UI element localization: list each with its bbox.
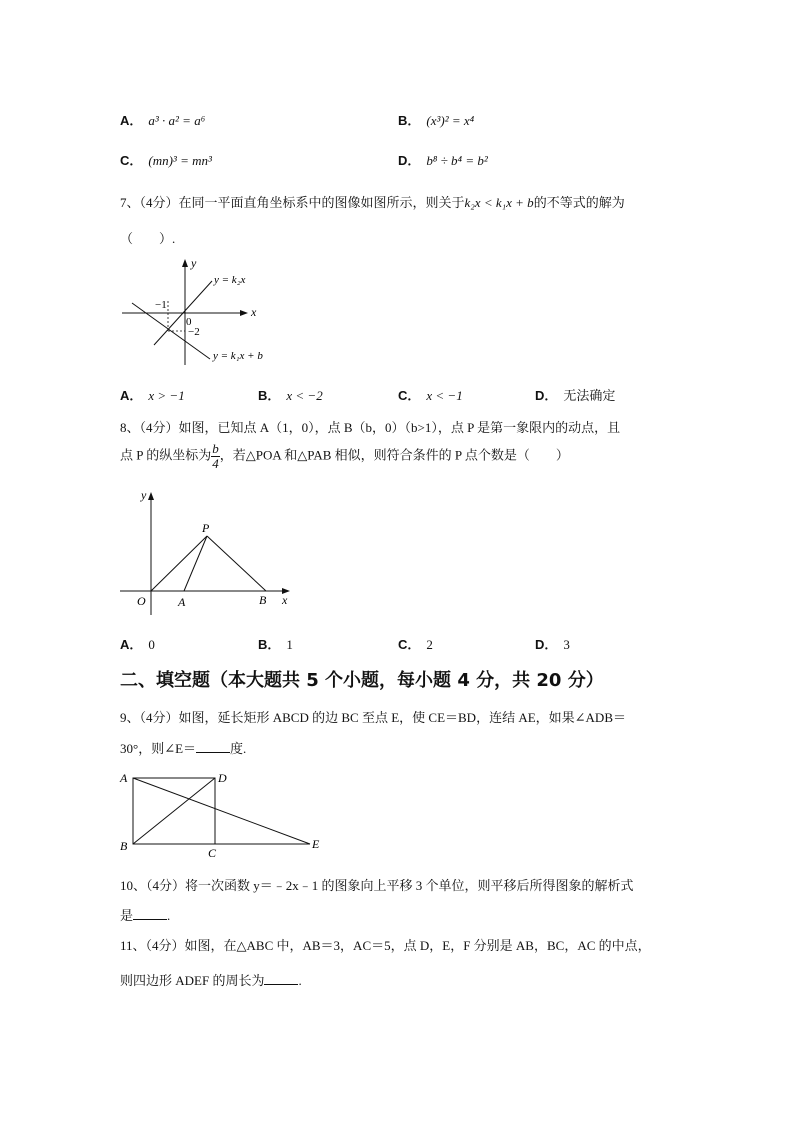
q7-stem [120,192,625,211]
q10-line2-before: 是 [120,908,134,923]
q7-inequality: k₂x < k₁x + b [464,195,534,210]
option-label: D． [535,388,558,403]
q7-option-a [120,385,185,404]
option-expr: x < −2 [286,388,323,403]
origin-label: 0 [186,316,192,328]
option-label: B． [398,113,421,128]
y-axis-arrow [148,492,154,500]
q11-line2-before: 则四边形 ADEF 的周长为 [120,973,265,988]
answer-blank [264,972,298,985]
label-x: x [282,593,288,607]
tick-neg2: −2 [188,326,200,338]
q9-line2-before: 30°，则∠E＝ [120,741,197,756]
y-axis-arrow [182,259,188,267]
q8-line2 [120,442,569,471]
q6-option-d [398,150,488,169]
option-expr: 无法确定 [563,388,616,403]
q7-stem-before: 7、（4分）在同一平面直角坐标系中的图像如图所示，则关于 [120,195,465,210]
option-label: A． [120,388,143,403]
answer-blank [196,740,230,753]
q8-line2-before: 点 P 的纵坐标为 [120,447,212,463]
q10-line2-after: . [167,908,171,923]
label-a: A [178,595,186,609]
q11-line2-after: . [298,973,302,988]
option-expr: x > −1 [148,388,185,403]
option-expr: x < −1 [426,388,463,403]
q11-line1: 11、（4分）如图，在△ABC 中，AB＝3，AC＝5，点 D，E，F 分别是 AB，BC，AC 的中点， [120,938,651,953]
option-expr: (x³)² = x⁴ [426,113,475,128]
section-heading: 二、填空题（本大题共 5 个小题，每小题 4 分，共 20 分） [120,670,604,691]
q7-graph [118,255,308,367]
q8-option-a [120,634,155,653]
q8-line2-after: ，若△POA 和△PAB 相似，则符合条件的 P 点个数是（ ） [219,447,569,463]
label-k2x: y = k₂x [214,274,246,286]
x-axis-arrow [240,310,248,316]
segment-ap [184,536,207,591]
label-y: y [141,488,147,502]
option-expr: a³ · a² = a⁶ [148,113,206,128]
option-label: D． [535,637,558,652]
fraction-denominator: 4 [212,456,219,471]
q9-line1: 9、（4分）如图，延长矩形 ABCD 的边 BC 至点 E，使 CE＝BD，连结 AE，如果∠ADB＝ [120,710,626,725]
diagonal-bd [133,778,215,844]
option-expr: b⁸ ÷ b⁴ = b² [426,153,488,168]
option-label: C． [398,637,421,652]
q7-option-d [535,385,615,404]
option-label: A． [120,113,143,128]
q7-paren: （ ）. [120,231,176,246]
y-label: y [191,256,197,270]
x-label: x [251,305,257,319]
label-p: P [202,521,210,535]
q10-line1: 10、（4分）将一次函数 y＝﹣2x﹣1 的图象向上平移 3 个单位，则平移后所得图象的解析式 [120,878,634,893]
option-label: A． [120,637,143,652]
option-label: B． [258,637,281,652]
label-a: A [120,771,128,785]
option-expr: 1 [286,637,293,652]
label-k1x-b: y = k₁x + b [213,350,263,362]
option-label: C． [398,388,421,403]
fraction-numerator: b [212,441,219,456]
label-d: D [218,771,227,785]
q8-option-d [535,634,570,653]
option-label: C． [120,153,143,168]
q7-stem-after: 的不等式的解为 [533,195,625,210]
fraction-b-over-4 [211,442,220,471]
option-expr: 0 [148,637,155,652]
q10-line2 [120,905,170,924]
q9-figure [118,766,328,858]
q6-option-a [120,110,205,129]
label-c: C [208,846,217,858]
label-o: O [137,594,146,608]
q8-option-b [258,634,293,653]
q9-line2-after: 度. [230,741,247,756]
option-expr: 3 [563,637,570,652]
q6-option-b [398,110,474,129]
option-label: B． [258,388,281,403]
q8-figure [118,482,308,617]
label-b: B [120,839,128,853]
segment-ae [133,778,310,844]
q11-line2 [120,970,302,989]
option-label: D． [398,153,421,168]
option-expr: (mn)³ = mn³ [148,153,212,168]
answer-blank [133,907,167,920]
option-expr: 2 [426,637,433,652]
q8-option-c [398,634,433,653]
tick-neg1: −1 [155,299,167,311]
segment-pb [207,536,266,591]
q7-option-c [398,385,463,404]
q8-line1: 8、（4分）如图，已知点 A（1，0），点 B（b，0）（b>1），点 P 是第一象限内的动点，且 [120,420,621,435]
label-b: B [259,593,267,607]
segment-op [151,536,207,591]
q9-line2 [120,738,246,757]
q6-option-c [120,150,212,169]
q7-option-b [258,385,323,404]
label-e: E [312,837,320,851]
